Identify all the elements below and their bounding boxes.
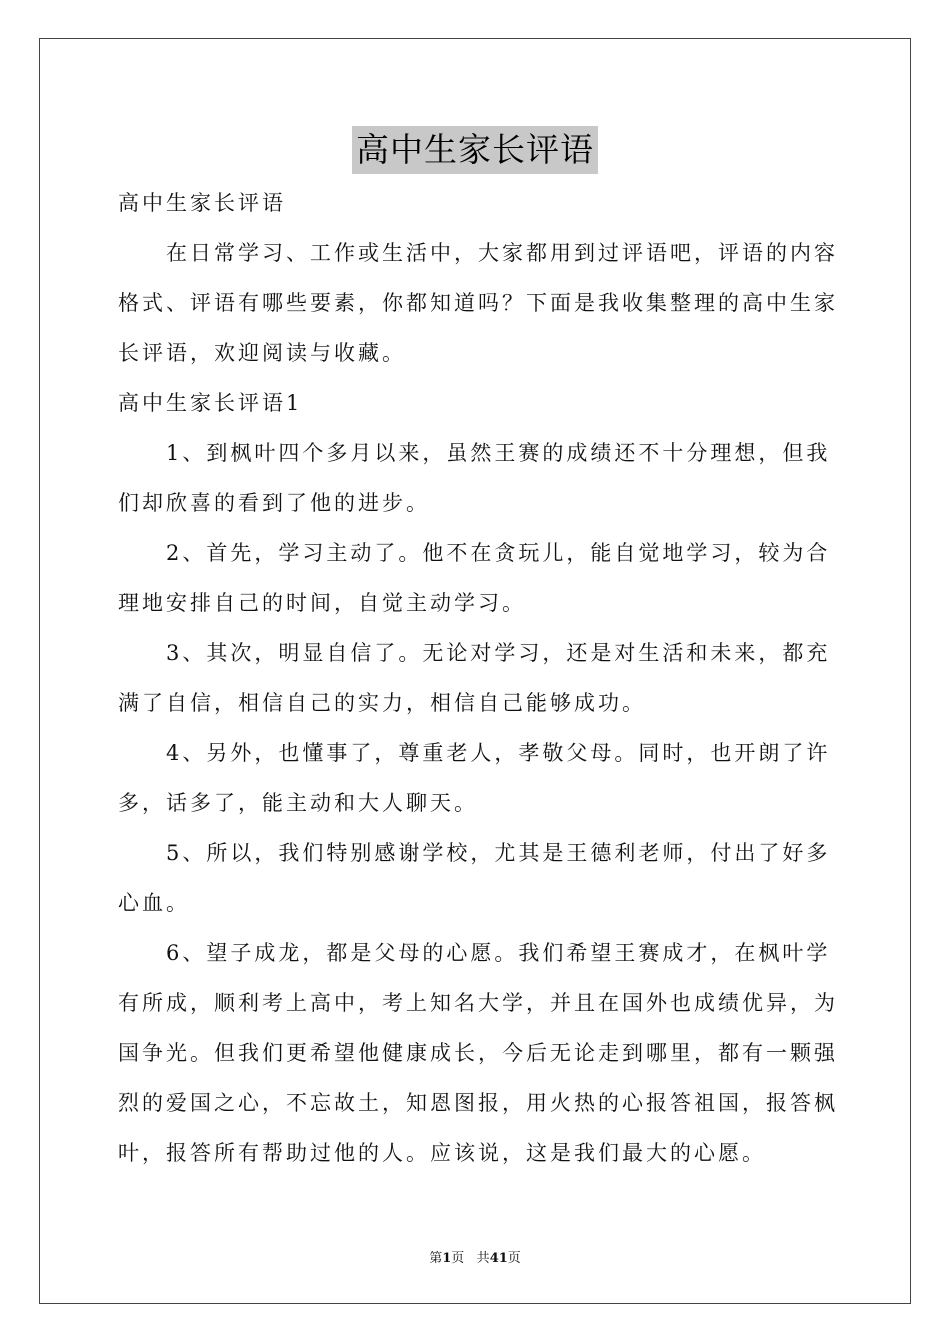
total-pages: 41 [489, 1251, 508, 1266]
page-number: 1 [442, 1251, 452, 1266]
title-container [0, 126, 950, 174]
text-line: 满了自信，相信自己的实力，相信自己能够成功。 [118, 691, 646, 715]
text-line: 叶，报答所有帮助过他的人。应该说，这是我们最大的心愿。 [118, 1141, 766, 1165]
text-line: 有所成，顺利考上高中，考上知名大学，并且在国外也成绩优异，为 [118, 991, 838, 1015]
text-line: 高中生家长评语1 [118, 391, 303, 415]
text-line: 们却欣喜的看到了他的进步。 [118, 491, 430, 515]
text-line: 4、另外，也懂事了，尊重老人，孝敬父母。同时，也开朗了许 [166, 741, 831, 765]
page-footer [0, 1247, 950, 1266]
total-label-prefix: 共 [476, 1251, 490, 1266]
document-body [118, 178, 838, 1178]
text-line: 5、所以，我们特别感谢学校，尤其是王德利老师，付出了好多 [166, 841, 831, 865]
text-line: 多，话多了，能主动和大人聊天。 [118, 791, 478, 815]
text-line: 国争光。但我们更希望他健康成长，今后无论走到哪里，都有一颗强 [118, 1041, 838, 1065]
text-line: 6、望子成龙，都是父母的心愿。我们希望王赛成才，在枫叶学 [166, 941, 831, 965]
text-line: 理地安排自己的时间，自觉主动学习。 [118, 591, 526, 615]
text-line: 心血。 [118, 891, 190, 915]
text-line: 1、到枫叶四个多月以来，虽然王赛的成绩还不十分理想，但我 [166, 441, 831, 465]
page-label-suffix: 页 [451, 1251, 465, 1266]
total-label-suffix: 页 [507, 1251, 521, 1266]
page-label-prefix: 第 [429, 1251, 443, 1266]
text-line: 烈的爱国之心，不忘故土，知恩图报，用火热的心报答祖国，报答枫 [118, 1091, 838, 1115]
text-line: 2、首先，学习主动了。他不在贪玩儿，能自觉地学习，较为合 [166, 541, 831, 565]
text-line: 长评语，欢迎阅读与收藏。 [118, 341, 406, 365]
text-line: 格式、评语有哪些要素，你都知道吗？下面是我收集整理的高中生家 [118, 291, 838, 315]
text-line: 高中生家长评语 [118, 191, 286, 215]
text-line: 3、其次，明显自信了。无论对学习，还是对生活和未来，都充 [166, 641, 831, 665]
text-line: 在日常学习、工作或生活中，大家都用到过评语吧，评语的内容 [166, 241, 838, 265]
document-title: 高中生家长评语 [352, 126, 598, 174]
